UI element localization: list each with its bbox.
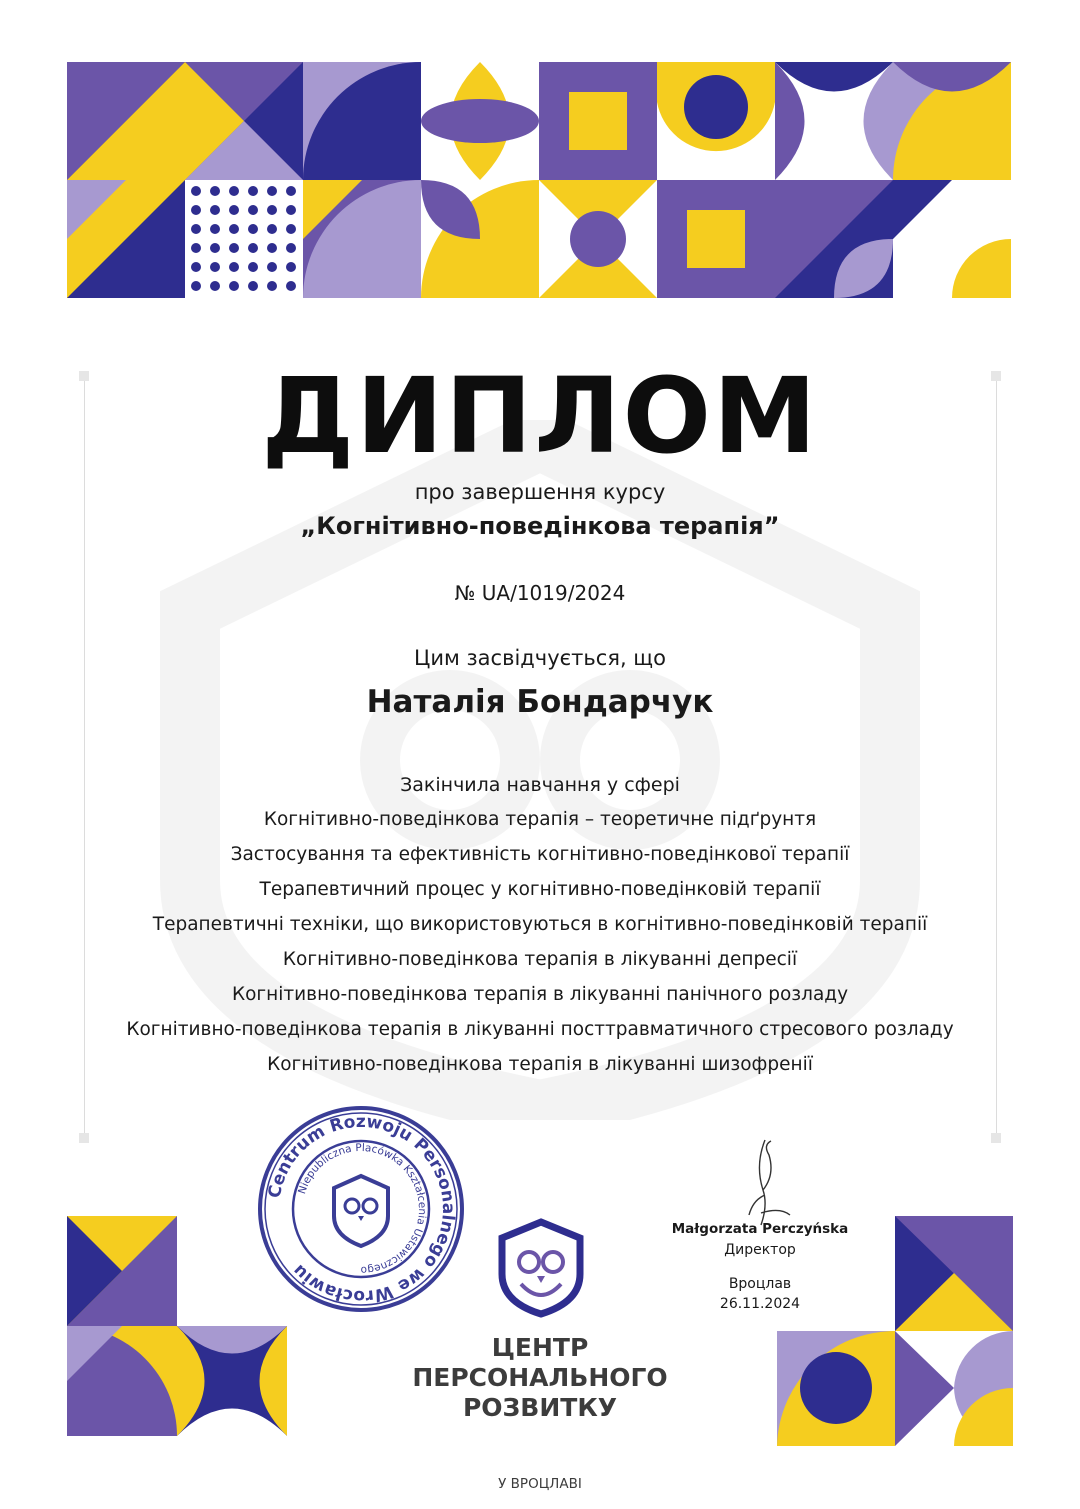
banner-tile [893, 180, 1011, 298]
certification-text: Цим засвідчується, що [414, 646, 666, 670]
stamp-outer-text: Centrum Rozwoju Personalnego we Wrocławiu [264, 1111, 459, 1307]
director-name: Małgorzata Perczyńska [671, 1221, 849, 1237]
subject-item: Терапевтичний процес у когнітивно-поведінковій терапії [259, 879, 821, 900]
bottom-left-decoration [67, 1216, 307, 1446]
course-name: „Когнітивно-поведінкова терапія” [300, 512, 780, 540]
diploma-title: ДИПЛОМ [261, 355, 819, 477]
logo-text-line: ЦЕНТР [491, 1333, 589, 1362]
banner-tile [421, 62, 539, 180]
banner-tile [657, 62, 775, 180]
banner-tile [67, 180, 185, 298]
banner-tile [775, 62, 893, 180]
subjects-intro: Закінчила навчання у сфері [400, 774, 680, 796]
owl-shield-icon [334, 1176, 388, 1246]
logo-text-line: РОЗВИТКУ [462, 1393, 618, 1422]
subject-item: Когнітивно-поведінкова терапія в лікуванні шизофренії [267, 1054, 813, 1075]
director-role: Директор [724, 1242, 796, 1258]
frame-corner-dot [991, 1133, 1001, 1143]
owl-shield-icon [496, 1218, 586, 1318]
banner-dot-grid [185, 180, 303, 298]
banner-tile [303, 180, 421, 298]
banner-tile [421, 180, 539, 298]
subject-item: Когнітивно-поведінкова терапія в лікуванні депресії [282, 949, 798, 970]
banner-tile [303, 62, 421, 180]
issue-date: 26.11.2024 [719, 1296, 801, 1312]
logo-text-line: ПЕРСОНАЛЬНОГО [412, 1363, 668, 1392]
banner-tile [185, 62, 303, 180]
bottom-right-decoration [777, 1216, 1013, 1446]
subject-item: Когнітивно-поведінкова терапія в лікуванні посттравматичного стресового розладу [126, 1019, 954, 1040]
subject-item: Когнітивно-поведінкова терапія в лікуванні панічного розладу [231, 984, 849, 1005]
issue-city: Вроцлав [728, 1276, 792, 1292]
stamp-inner-text: Niepubliczna Placówka Kształcenia Ustawicznego [296, 1141, 429, 1277]
subject-item: Застосування та ефективність когнітивно-поведінкової терапії [230, 844, 850, 865]
subject-item: Терапевтичні техніки, що використовуються в когнітивно-поведінковій терапії [152, 914, 928, 935]
banner-tile [67, 62, 185, 180]
frame-corner-dot [79, 1133, 89, 1143]
diploma-number: № UA/1019/2024 [454, 581, 626, 605]
banner-tile [893, 62, 1011, 180]
banner-tile [657, 180, 775, 298]
subject-item: Когнітивно-поведінкова терапія – теоретичне підґрунтя [263, 809, 817, 830]
banner-tile [539, 180, 657, 298]
top-geometric-banner [67, 62, 1011, 298]
logo-subtitle: У ВРОЦЛАВІ [498, 1476, 582, 1492]
banner-tile [539, 62, 657, 180]
diploma-subtitle: про завершення курсу [414, 480, 666, 504]
banner-tile [775, 180, 893, 298]
recipient-name: Наталія Бондарчук [366, 684, 714, 720]
